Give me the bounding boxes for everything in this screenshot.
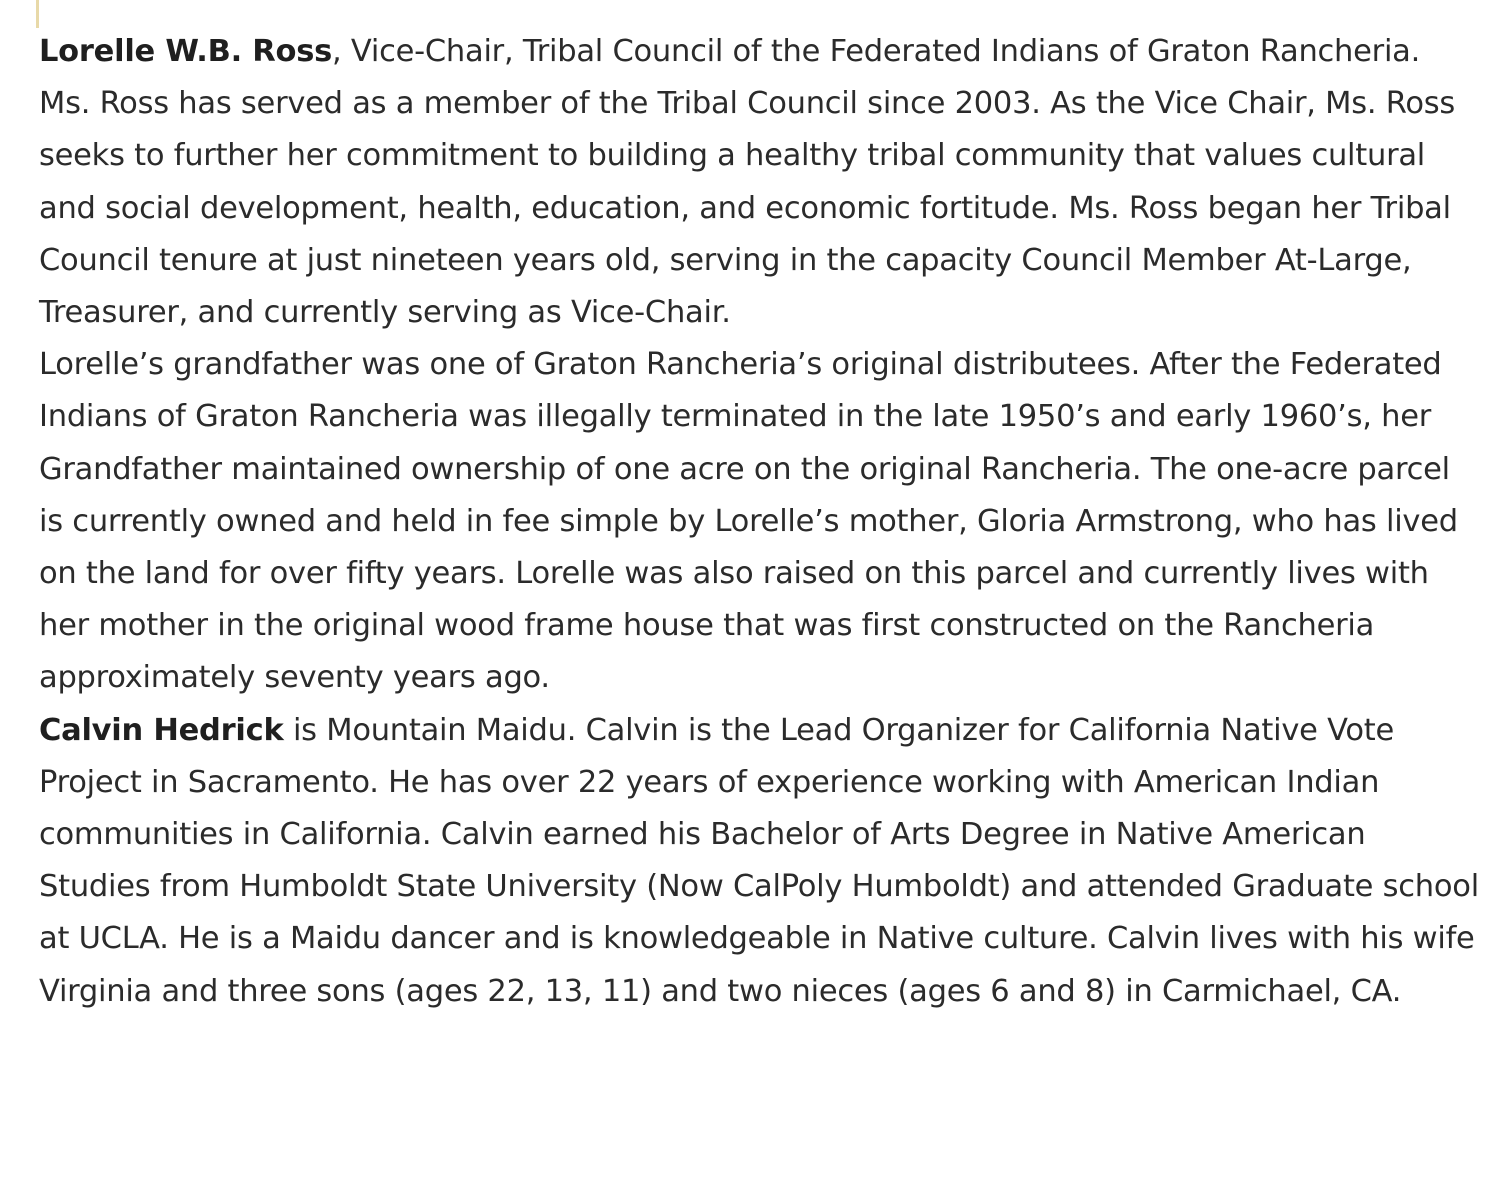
- paragraph-hedrick-bio: [39, 705, 1479, 1018]
- paragraph-text: , Vice-Chair, Tribal Council of the Federated Indians of Graton Rancheria. Ms. Ross has served as a member of the Tribal Council since 2003. As the Vice Chair, Ms. Ross seeks to further her commitment to building a healthy tribal community that values cultural and social development, health, education, and economic fortitude. Ms. Ross began her Tribal Council tenure at just nineteen years old, serving in the capacity Council Member At-Large, Treasurer, and currently serving as Vice-Chair.: [39, 34, 1456, 331]
- paragraph-text: is Mountain Maidu. Calvin is the Lead Organizer for California Native Vote Project in Sacramento. He has over 22 years of experience working with American Indian communities in California. Calvin earned his Bachelor of Arts Degree in Native American Studies from Humboldt State University (Now CalPoly Humboldt) and attended Graduate school at UCLA. He is a Maidu dancer and is knowledgeable in Native culture. Calvin lives with his wife Virginia and three sons (ages 22, 13, 11) and two nieces (ages 6 and 8) in Carmichael, CA.: [39, 712, 1479, 1009]
- document-body[interactable]: [39, 26, 1479, 1018]
- person-name-hedrick: Calvin Hedrick: [39, 712, 284, 748]
- paragraph-text: Lorelle’s grandfather was one of Graton Rancheria’s original distributees. After the Federated Indians of Graton Rancheria was illegally terminated in the late 1950’s and early 1960’s, her Grandfather maintained ownership of one acre on the original Rancheria. The one-acre parcel is currently owned and held in fee simple by Lorelle’s mother, Gloria Armstrong, who has lived on the land for over fifty years. Lorelle was also raised on this parcel and currently lives with her mother in the original wood frame house that was first constructed on the Rancheria approximately seventy years ago.: [39, 347, 1458, 696]
- person-name-ross: Lorelle W.B. Ross: [39, 34, 333, 69]
- paragraph-ross-bio: [39, 26, 1479, 339]
- text-cursor-marker: [36, 0, 39, 28]
- paragraph-ross-family: [39, 339, 1479, 704]
